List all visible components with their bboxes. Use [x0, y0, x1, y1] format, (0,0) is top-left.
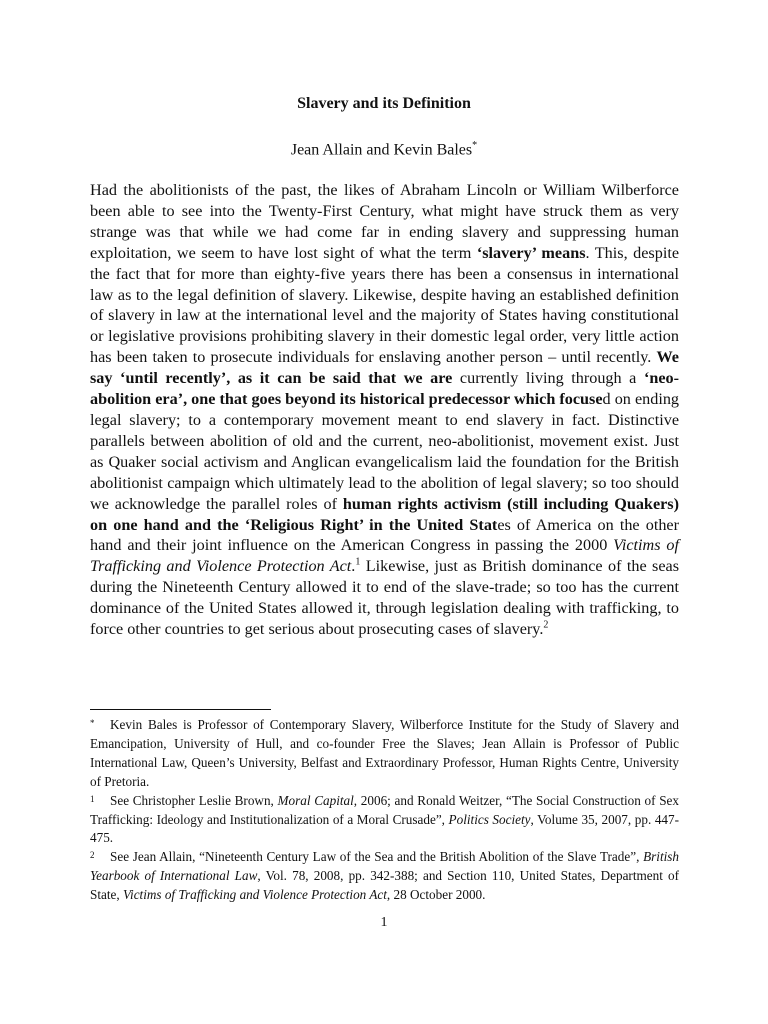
- body-text-3: currently living through a: [452, 369, 644, 388]
- body-bold-human-rights: human rights activism (still including Quakers) on one hand and the ‘Religious Right’ in the United Stat: [90, 494, 679, 534]
- footnote-star: [90, 716, 679, 792]
- footnote-separator: [90, 709, 271, 710]
- body-italic-act-title: Victims of Trafficking and Violence Protection Act: [90, 536, 679, 576]
- footnote-1-italic-a: Moral Capital: [277, 792, 354, 808]
- body-text-7: Likewise, just as British dominance of the seas during the Nineteenth Century allowed it to end of the slave-trade; so too has the current dominance of the United States allowed it, through legislation dealing with trafficking, to force other countries to get serious about prosecuting cases of slavery.: [90, 557, 679, 639]
- footnote-2-text-c: , 28 October 2000.: [386, 887, 486, 903]
- footnote-2-italic-a: British Yearbook of International Law: [90, 849, 679, 884]
- footnote-2: [90, 848, 679, 905]
- body-text-1: Had the abolitionists of the past, the likes of Abraham Lincoln or William Wilberforce been able to see into the Twenty-First Century, what might have struck them as very strange was that while we had come far in ending slavery and suppressing human exploitation, we seem to have lost sight of what the term: [90, 181, 679, 262]
- footnote-1-italic-b: Politics Society: [448, 811, 531, 827]
- document-title: Slavery and its Definition: [297, 95, 471, 112]
- footnote-ref-1[interactable]: 1: [355, 556, 361, 568]
- body-text-6: .: [351, 557, 356, 576]
- page-number: 1: [380, 915, 388, 930]
- body-text-4: d on ending legal slavery; to a contemporary movement meant to end slavery in fact. Distinctive parallels between abolition of old and the current, neo-abolitionist, movement exist. Just as Quaker social activism and Anglican evangelicalism laid the foundation for the British abolitionist campaign which ultimately lead to the abolition of legal slavery; so too should we acknowledge the parallel roles of: [90, 390, 679, 513]
- footnote-1-text-b: , 2006; and Ronald Weitzer, “The Social Construction of Sex Trafficking: Ideology and Institutionalization of a Moral Crusade”,: [90, 792, 680, 827]
- footnote-2-text-b: , Vol. 78, 2008, pp. 342-388; and Section 110, United States, Department of State,: [90, 868, 679, 903]
- footnote-1-text-a: See Christopher Leslie Brown,: [110, 792, 278, 808]
- body-bold-slavery-means: ‘slavery’ means: [476, 243, 586, 262]
- body-text-2: . This, despite the fact that for more than eighty-five years there has been a consensus in international law as to the legal definition of slavery. Likewise, despite having an established definition of slavery in law at the international level and the majority of States having constitutional or legislative provisions prohibiting slavery in their domestic legal order, very little action has been taken to prosecute individuals for enslaving another person – until recently.: [90, 243, 680, 367]
- author-footnote-mark: *: [472, 140, 478, 151]
- footnote-star-mark: *: [90, 718, 95, 728]
- footnote-ref-2[interactable]: 2: [543, 619, 549, 631]
- author-line: [0, 136, 768, 160]
- body-paragraph: [90, 180, 679, 640]
- body-bold-until-recently: We say ‘until recently’, as it can be said that we are: [90, 348, 679, 388]
- footnote-2-text-a: See Jean Allain, “Nineteenth Century Law of the Sea and the British Abolition of the Slave Trade”,: [110, 849, 644, 865]
- footnote-2-mark: 2: [90, 850, 95, 861]
- authors-text: Jean Allain and Kevin Bales: [290, 141, 473, 159]
- footnote-1-mark: 1: [90, 793, 95, 804]
- body-bold-neo-abolition: ‘neo-abolition era’, one that goes beyond its historical predecessor which focuse: [90, 369, 679, 409]
- body-text-5: es of America on the other hand and their joint influence on the American Congress in passing the 2000: [90, 515, 679, 555]
- footnote-star-text: Kevin Bales is Professor of Contemporary Slavery, Wilberforce Institute for the Study of Slavery and Emancipation, University of Hull, and co-founder Free the Slaves; Jean Allain is Professor of Public International Law, Queen’s University, Belfast and Extraordinary Professor, Human Rights Centre, University of Pretoria.: [90, 717, 679, 789]
- footnote-1-text-c: , Volume 35, 2007, pp. 447-475.: [90, 811, 679, 846]
- footnotes: [90, 716, 679, 905]
- footnote-2-italic-b: Victims of Trafficking and Violence Protection Act: [122, 887, 387, 903]
- footnote-1: [90, 792, 679, 849]
